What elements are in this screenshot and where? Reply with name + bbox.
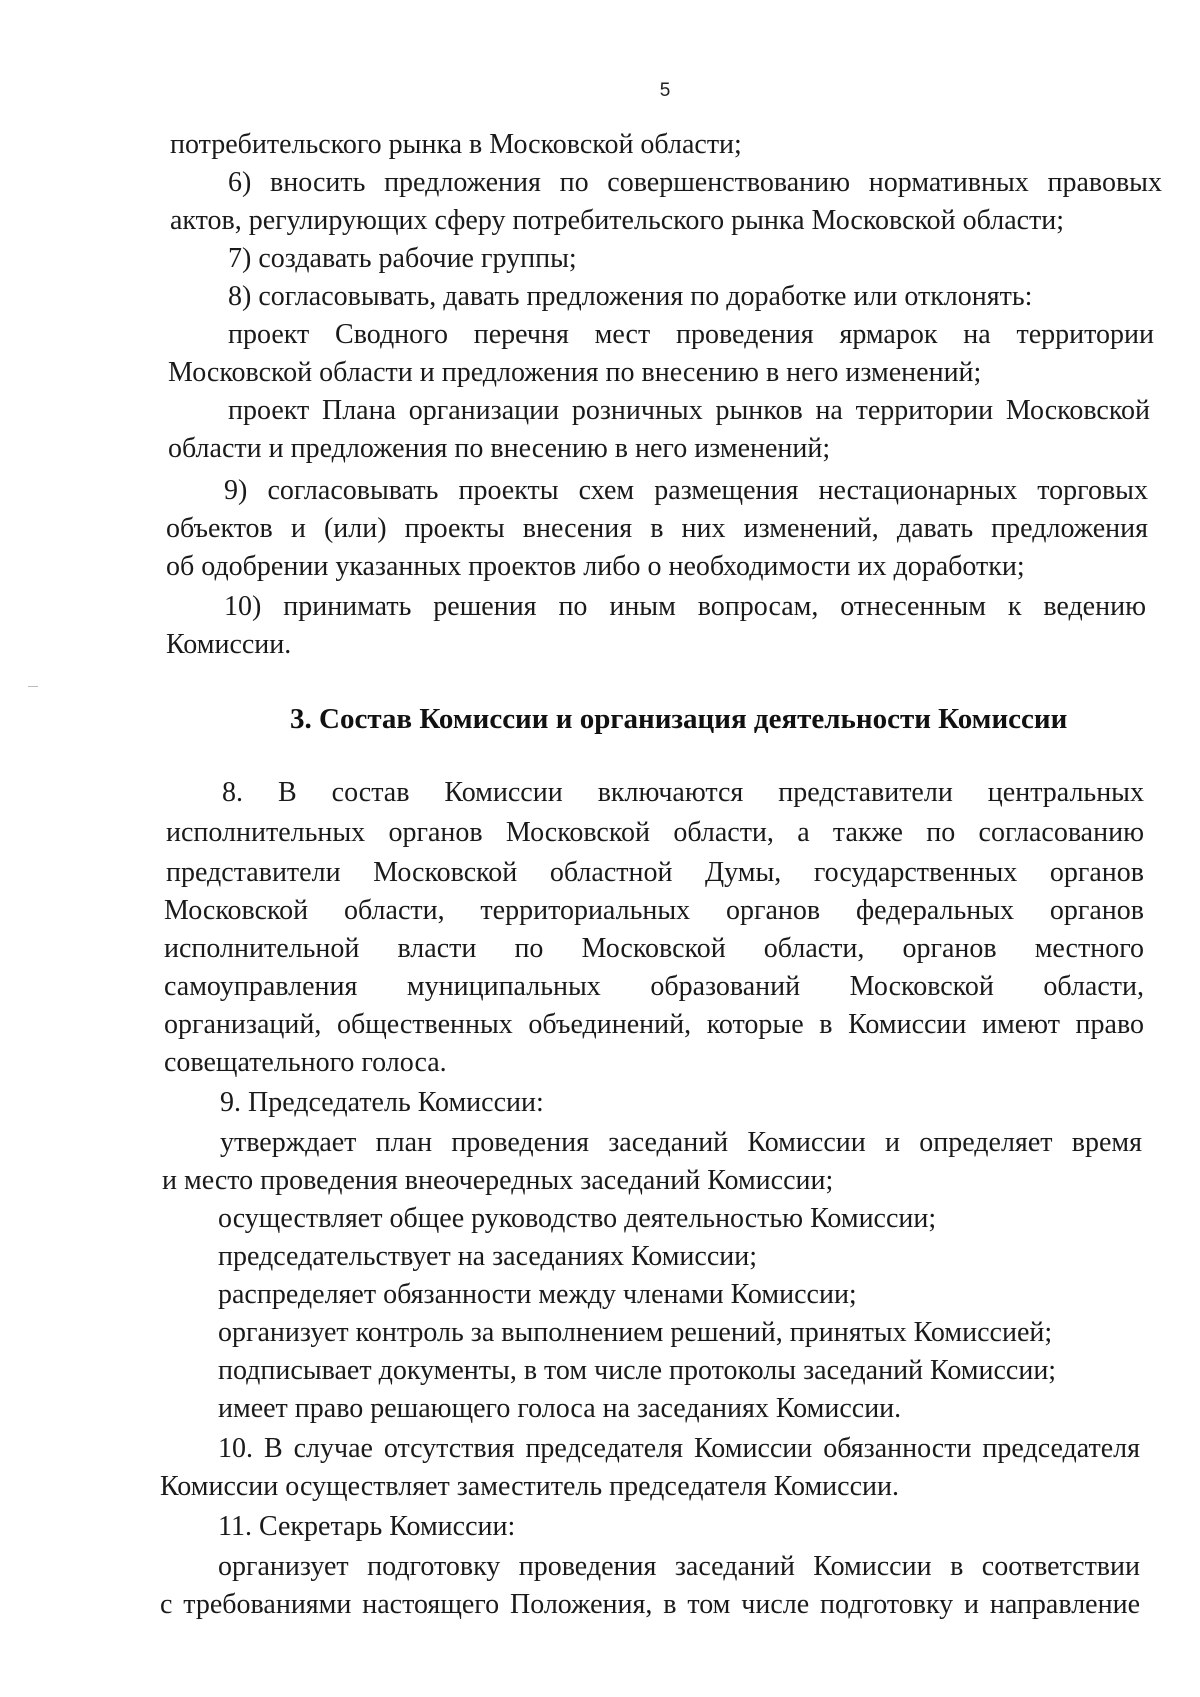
page-number: 5 bbox=[659, 80, 671, 101]
text-line: 9) согласовывать проекты схем размещения нестационарных торговых bbox=[224, 475, 1148, 506]
text-line: организует контроль за выполнением решений, принятых Комиссией; bbox=[218, 1317, 1053, 1348]
text-line: актов, регулирующих сферу потребительского рынка Московской области; bbox=[170, 205, 1065, 236]
text-line: исполнительных органов Московской области, а также по согласованию bbox=[166, 817, 1144, 848]
text-line: 8) согласовывать, давать предложения по доработке или отклонять: bbox=[228, 281, 1033, 312]
text-line: Комиссии. bbox=[166, 629, 292, 660]
text-line: самоуправления муниципальных образований Московской области, bbox=[164, 971, 1144, 1002]
text-line: проект Сводного перечня мест проведения ярмарок на территории bbox=[228, 319, 1154, 350]
text-line: осуществляет общее руководство деятельностью Комиссии; bbox=[218, 1203, 937, 1234]
text-line: и место проведения внеочередных заседаний Комиссии; bbox=[162, 1165, 834, 1196]
text-line: проект Плана организации розничных рынков на территории Московской bbox=[228, 395, 1150, 426]
text-line: утверждает план проведения заседаний Комиссии и определяет время bbox=[220, 1127, 1142, 1158]
text-line: организует подготовку проведения заседаний Комиссии в соответствии bbox=[218, 1551, 1140, 1582]
text-line: Комиссии осуществляет заместитель председателя Комиссии. bbox=[160, 1471, 899, 1502]
text-line: представители Московской областной Думы, государственных органов bbox=[166, 857, 1144, 888]
section-heading: 3. Состав Комиссии и организация деятельности Комиссии bbox=[290, 703, 1068, 735]
text-line: области и предложения по внесению в него изменений; bbox=[168, 433, 831, 464]
text-line: Московской области, территориальных органов федеральных органов bbox=[164, 895, 1144, 926]
text-line: с требованиями настоящего Положения, в том числе подготовку и направление bbox=[160, 1589, 1140, 1620]
text-line: распределяет обязанности между членами Комиссии; bbox=[218, 1279, 857, 1310]
text-line: подписывает документы, в том числе протоколы заседаний Комиссии; bbox=[218, 1355, 1057, 1386]
text-line: имеет право решающего голоса на заседаниях Комиссии. bbox=[218, 1393, 902, 1424]
text-line: 7) создавать рабочие группы; bbox=[228, 243, 577, 274]
text-line: 10. В случае отсутствия председателя Комиссии обязанности председателя bbox=[218, 1433, 1140, 1464]
text-line: исполнительной власти по Московской области, органов местного bbox=[164, 933, 1144, 964]
text-line: 6) вносить предложения по совершенствованию нормативных правовых bbox=[228, 167, 1162, 198]
text-line: организаций, общественных объединений, которые в Комиссии имеют право bbox=[164, 1009, 1144, 1040]
text-line: Московской области и предложения по внесению в него изменений; bbox=[168, 357, 982, 388]
text-line: 9. Председатель Комиссии: bbox=[220, 1087, 544, 1118]
text-line: об одобрении указанных проектов либо о необходимости их доработки; bbox=[166, 551, 1025, 582]
text-line: потребительского рынка в Московской области; bbox=[170, 129, 742, 160]
text-line: объектов и (или) проекты внесения в них изменений, давать предложения bbox=[166, 513, 1148, 544]
text-line: 10) принимать решения по иным вопросам, отнесенным к ведению bbox=[224, 591, 1146, 622]
text-line: председательствует на заседаниях Комиссии; bbox=[218, 1241, 757, 1272]
text-line: 11. Секретарь Комиссии: bbox=[218, 1511, 516, 1542]
margin-mark bbox=[28, 686, 38, 687]
text-line: совещательного голоса. bbox=[164, 1047, 447, 1078]
text-line: 8. В состав Комиссии включаются представители центральных bbox=[222, 777, 1144, 808]
